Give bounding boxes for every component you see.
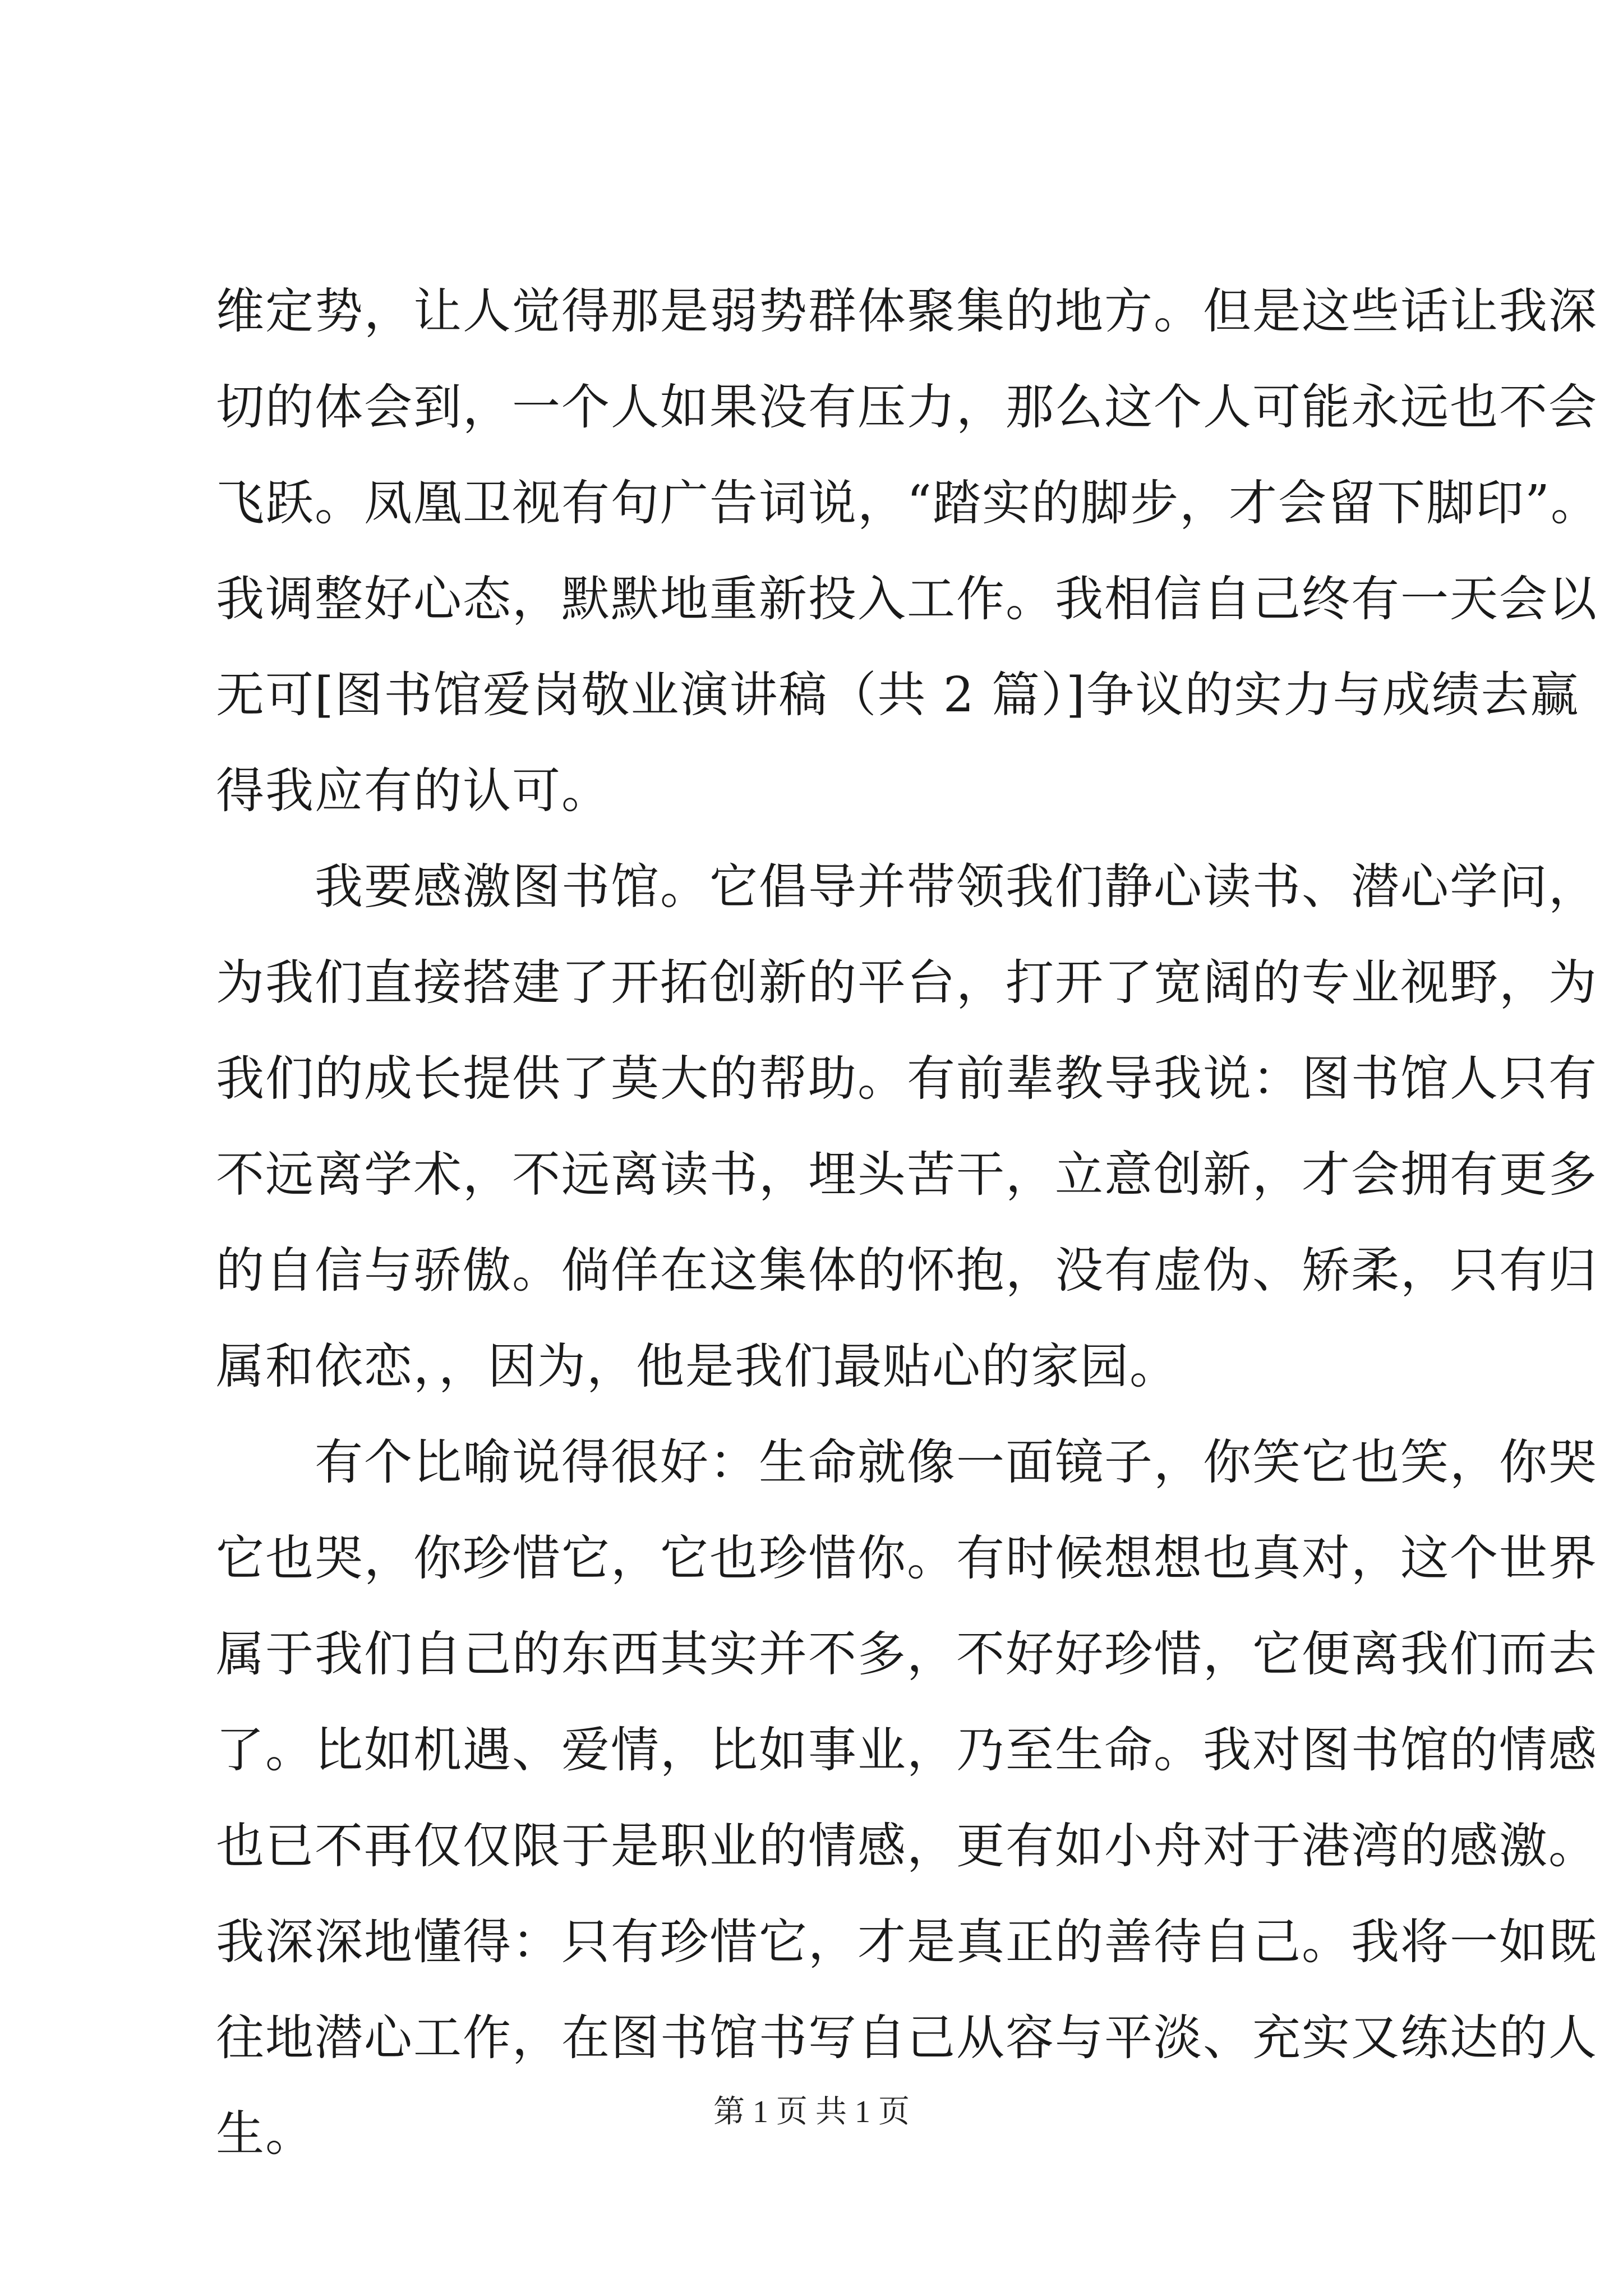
document-body	[216, 264, 1600, 2182]
text-line: 切的体会到，一个人如果没有压力，那么这个人可能永远也不会	[216, 379, 1598, 435]
text-line: 生。	[216, 2106, 315, 2162]
text-line: 我调整好心态，默默地重新投入工作。我相信自己终有一天会以	[216, 571, 1598, 627]
text-line: 属于我们自己的东西其实并不多，不好好珍惜，它便离我们而去	[216, 1626, 1598, 1682]
text-line: 我们的成长提供了莫大的帮助。有前辈教导我说：图书馆人只有	[216, 1051, 1598, 1107]
text-line: 飞跃。凤凰卫视有句广告词说，“踏实的脚步，才会留下脚印”。	[216, 475, 1600, 531]
text-line: 维定势，让人觉得那是弱势群体聚集的地方。但是这些话让我深	[216, 283, 1598, 339]
text-line: 了。比如机遇、爱情，比如事业，乃至生命。我对图书馆的情感	[216, 1722, 1598, 1778]
text-line: 往地潜心工作，在图书馆书写自己从容与平淡、充实又练达的人	[216, 2010, 1598, 2066]
text-line: 无可[图书馆爱岗敬业演讲稿（共 2 篇）]争议的实力与成绩去赢	[216, 667, 1580, 723]
text-line: 我要感激图书馆。它倡导并带领我们静心读书、潜心学问，	[216, 859, 1598, 915]
text-line: 它也哭，你珍惜它，它也珍惜你。有时候想想也真对，这个世界	[216, 1530, 1598, 1586]
text-line: 的自信与骄傲。倘佯在这集体的怀抱，没有虚伪、矫柔，只有归	[216, 1243, 1598, 1299]
text-line: 不远离学术，不远离读书，埋头苦干，立意创新，才会拥有更多	[216, 1147, 1598, 1203]
text-line: 属和依恋，，因为，他是我们最贴心的家园。	[216, 1338, 1179, 1395]
text-line: 有个比喻说得很好：生命就像一面镜子，你笑它也笑，你哭	[216, 1434, 1598, 1490]
text-line: 得我应有的认可。	[216, 763, 611, 819]
text-line: 我深深地懂得：只有珍惜它，才是真正的善待自己。我将一如既	[216, 1914, 1598, 1970]
page-number-footer: 第 1 页 共 1 页	[713, 2095, 910, 2129]
text-line: 为我们直接搭建了开拓创新的平台，打开了宽阔的专业视野，为	[216, 955, 1598, 1011]
text-line: 也已不再仅仅限于是职业的情感，更有如小舟对于港湾的感激。	[216, 1818, 1598, 1874]
